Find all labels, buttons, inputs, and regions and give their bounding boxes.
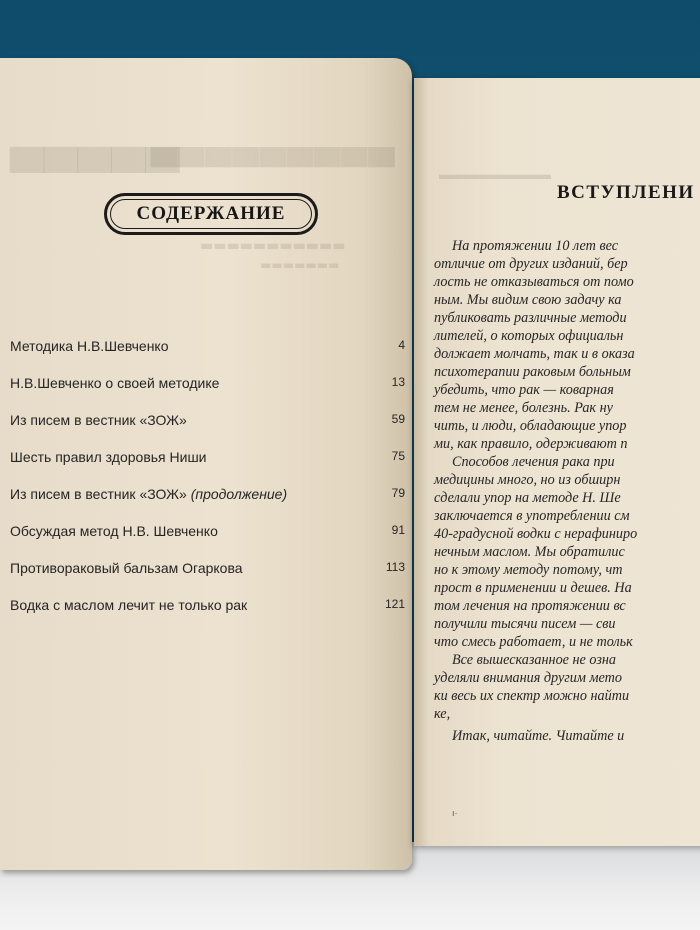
body-line: но к этому методу потому, чт [434, 562, 623, 578]
introduction-page [414, 78, 700, 846]
bleed-through-text: ▀▀▀▀▀ [10, 148, 180, 199]
body-line: том лечения на протяжении вс [434, 598, 626, 614]
toc-entry [10, 523, 405, 547]
toc-entry-page: 79 [391, 486, 405, 500]
toc-entry-page: 121 [384, 597, 405, 611]
bleed-through-text: ▬▬▬▬▬▬▬▬ [439, 166, 551, 182]
body-line: Все вышесказанное не озна [452, 652, 616, 668]
body-line: отличие от других изданий, бер [434, 256, 628, 272]
toc-entry [10, 412, 405, 436]
body-line: заключается в употреблении см [434, 508, 630, 524]
body-line: получили тысячи писем — сви [434, 616, 616, 632]
toc-entry [10, 486, 405, 510]
toc-entry [10, 375, 405, 399]
toc-entry-title: Н.В.Шевченко о своей методике [10, 375, 220, 391]
body-line: лителей, о которых официальн [434, 328, 624, 344]
toc-entry-page: 91 [391, 523, 405, 537]
toc-entry-title: Противораковый бальзам Огаркова [10, 560, 243, 576]
body-line: 40-градусной водки с нерафиниро [434, 526, 638, 542]
body-line: ке, [434, 706, 451, 722]
toc-entry-title: Шесть правил здоровья Ниши [10, 449, 207, 465]
toc-entry-page: 4 [398, 338, 405, 352]
body-line: уделяли внимания другим мето [434, 670, 622, 686]
contents-page [0, 58, 412, 870]
body-line: ми, как правило, одерживают п [434, 436, 628, 452]
body-line: Итак, читайте. Читайте и [452, 728, 625, 744]
toc-entry-main: Из писем в вестник «ЗОЖ» [10, 486, 191, 502]
body-line: лость не отказываться от помо [434, 274, 634, 290]
toc-entry-title: Обсуждая метод Н.В. Шевченко [10, 523, 218, 539]
body-line: чить, и люди, обладающие упор [434, 418, 627, 434]
toc-entry-page: 113 [385, 560, 405, 574]
contents-title-frame [104, 193, 318, 235]
body-line: Способов лечения рака при [452, 454, 615, 470]
toc-entry-page: 13 [391, 375, 405, 389]
body-line: что смесь работает, и не тольк [434, 634, 633, 650]
toc-entry [10, 338, 405, 362]
page-mark: ı· [452, 808, 458, 818]
toc-entry-page: 75 [391, 449, 405, 463]
toc-entry-title: Методика Н.В.Шевченко [10, 338, 169, 354]
toc-entry-suffix: (продолжение) [190, 486, 288, 502]
body-line: тем не менее, болезнь. Рак ну [434, 400, 613, 416]
bleed-through-text: ▀▀▀▀▀▀▀▀▀ [150, 148, 395, 188]
body-line: медицины много, но из обширн [434, 472, 621, 488]
toc-entry-title [10, 486, 287, 502]
toc-entry-page: 59 [391, 412, 405, 426]
body-line: сделали упор на методе Н. Ше [434, 490, 621, 506]
body-line: прост в применении и дешев. На [434, 580, 632, 596]
toc-entry-title: Водка с маслом лечит не только рак [10, 597, 248, 613]
body-line: нечным маслом. Мы обратилис [434, 544, 625, 560]
body-line: ным. Мы видим свою задачу ка [434, 292, 622, 308]
body-line: психотерапии раковым больным [434, 364, 631, 380]
toc-entry [10, 449, 405, 473]
body-line: На протяжении 10 лет вес [452, 238, 619, 254]
introduction-heading: ВСТУПЛЕНИ [557, 182, 695, 203]
body-line: публиковать различные методи [434, 310, 627, 326]
body-line: должает молчать, так и в оказа [434, 346, 635, 362]
bleed-through-text: ▬▬▬▬▬▬▬▬▬▬▬ [200, 238, 346, 254]
toc-entry-title: Из писем в вестник «ЗОЖ» [10, 412, 187, 428]
body-line: убедить, что рак — коварная [434, 382, 614, 398]
bleed-through-text: ▬▬▬▬▬▬▬ [260, 258, 340, 272]
contents-title: СОДЕРЖАНИЕ [136, 203, 286, 224]
toc-entry [10, 560, 405, 584]
body-line: ки весь их спектр можно найти [434, 688, 630, 704]
toc-entry [10, 597, 405, 621]
